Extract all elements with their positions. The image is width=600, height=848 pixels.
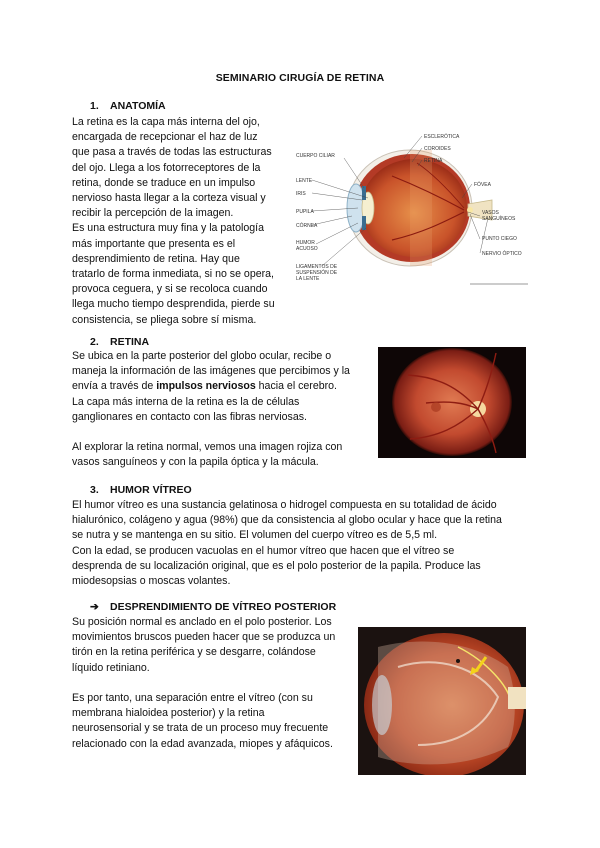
text-line: se nutra y se mantenga en su sitio. El volumen del cuerpo vítreo es de 5,5 ml. [72,529,438,542]
text-line: Con la edad, se producen vacuolas en el humor vítreo que hacen que el vítreo se [72,544,455,557]
anatomia-paragraph [72,115,292,328]
page-title: SEMINARIO CIRUGÍA DE RETINA [215,72,385,84]
bold-term: impulsos nerviosos [156,380,256,393]
label-lente: LENTE [296,178,313,184]
optic-nerve-shape [508,687,526,709]
text-line: más importante que presenta es el [72,237,236,250]
label-retina: RETINA [424,158,443,164]
label-esclerotica: ESCLERÓTICA [424,134,460,140]
section-title: ANATOMÍA [110,100,166,112]
text-line: envía a través de impulsos nerviosos hacia el cerebro. [72,380,337,393]
text-line: tratarlo de forma inmediata, si no se opera, [72,268,274,281]
label-ligamentos-2: SUSPENSIÓN DE [296,270,338,276]
label-humor-acuoso-2: ACUOSO [296,246,318,252]
section-title: RETINA [110,336,150,348]
humor-vitreo-paragraph [72,498,542,589]
label-punto-ciego: PUNTO CIEGO [482,236,517,242]
text-line: del ojo. Llega a los fotorreceptores de la [72,161,261,174]
text-line: llega mucho tiempo desprendida, pierde su [72,298,275,311]
section-heading-desprendimiento [90,601,336,613]
label-vasos-2: SANGUÍNEOS [482,216,516,222]
fundus-photo [378,347,526,458]
section-number: 2. [90,336,99,348]
text-line: provoca ceguera, y si se recoloca cuando [72,283,268,296]
retina-paragraph [72,349,372,471]
label-cornea: CÓRNEA [296,223,318,229]
text-line: recibir la percepción de la imagen. [72,207,234,220]
label-ligamentos-3: LA LENTE [296,276,320,282]
text-line: Al explorar la retina normal, vemos una imagen rojiza con [72,441,343,454]
text-line: nervioso hasta llegar a la corteza visual y [72,192,266,205]
text-line: relacionado con la edad avanzada, miopes y afáquicos. [72,737,333,750]
text-line: maneja la información de las imágenes que percibimos y la [72,365,350,378]
label-pupila: PUPILA [296,209,314,215]
label-iris: IRIS [296,191,306,197]
text-line: ganglionares en contacto con las fibras nerviosas. [72,410,307,423]
section-number: 3. [90,484,99,496]
text-line: Se ubica en la parte posterior del globo ocular, recibe o [72,350,332,362]
label-vasos-1: VASOS [482,210,499,216]
text-line: miodesopsias o moscas volantes. [72,575,231,588]
section-number: 1. [90,100,99,112]
text-line: hialurónico, colágeno y agua (98%) que da consistencia al globo ocular y hace que la retina [72,514,502,527]
text-line: movimientos bruscos pueden hacer que se produzca un [72,631,336,644]
label-nervio-optico: NERVIO ÓPTICO [482,251,522,257]
label-fovea: FÓVEA [474,182,491,188]
text-line: tirón en la retina periférica y se desgarre, colándose [72,646,316,659]
text-line: líquido retiniano. [72,661,150,674]
text-line: Su posición normal es anclado en el polo posterior. Los [72,616,332,628]
desprendimiento-paragraph [72,615,357,752]
text-line: El humor vítreo es una sustancia gelatinosa o hidrogel compuesta en su totalidad de ácido [72,499,497,511]
label-humor-acuoso-1: HUMOR [296,240,315,246]
text-line: consistencia, se pliega sobre sí misma. [72,313,257,326]
text-line: membrana hialoidea posterior) y la retina [72,707,265,720]
section-heading-retina [90,336,149,348]
text-line: vasos sanguíneos y con la papila óptica y la mácula. [72,456,319,469]
text-line: desprenda de su localización original, que es el polo posterior de la papila. Produce las [72,559,481,572]
text-line: retina, donde se traduce en un impulso [72,176,256,189]
section-heading-anatomia [90,100,166,112]
eye-anatomy-diagram [292,128,532,293]
label-ligamentos-1: LIGAMENTOS DE [296,264,338,270]
text-line: La retina es la capa más interna del ojo, [72,116,260,128]
text-line: neurosensorial y se trata de un proceso muy frecuente [72,722,329,735]
vitreous-detachment-illustration [358,627,526,775]
label-cuerpo-ciliar: CUERPO CILIAR [296,153,335,159]
arrow-icon: ➔ [90,601,99,613]
text-line: La capa más interna de la retina es la de células [72,395,300,408]
text-line: Es por tanto, una separación entre el vítreo (con su [72,692,313,704]
text-line: desprendimiento de retina. Hay que [72,252,240,265]
section-title: HUMOR VÍTREO [110,484,192,496]
label-coroides: COROIDES [424,146,451,152]
section-title: DESPRENDIMIENTO DE VÍTREO POSTERIOR [110,601,337,613]
section-heading-humor-vitreo [90,484,192,496]
text-line: Es una estructura muy fina y la patología [72,222,264,235]
text-line: encargada de recepcionar el haz de luz [72,131,258,144]
text-line: que pasa a través de todas las estructuras [72,146,272,159]
